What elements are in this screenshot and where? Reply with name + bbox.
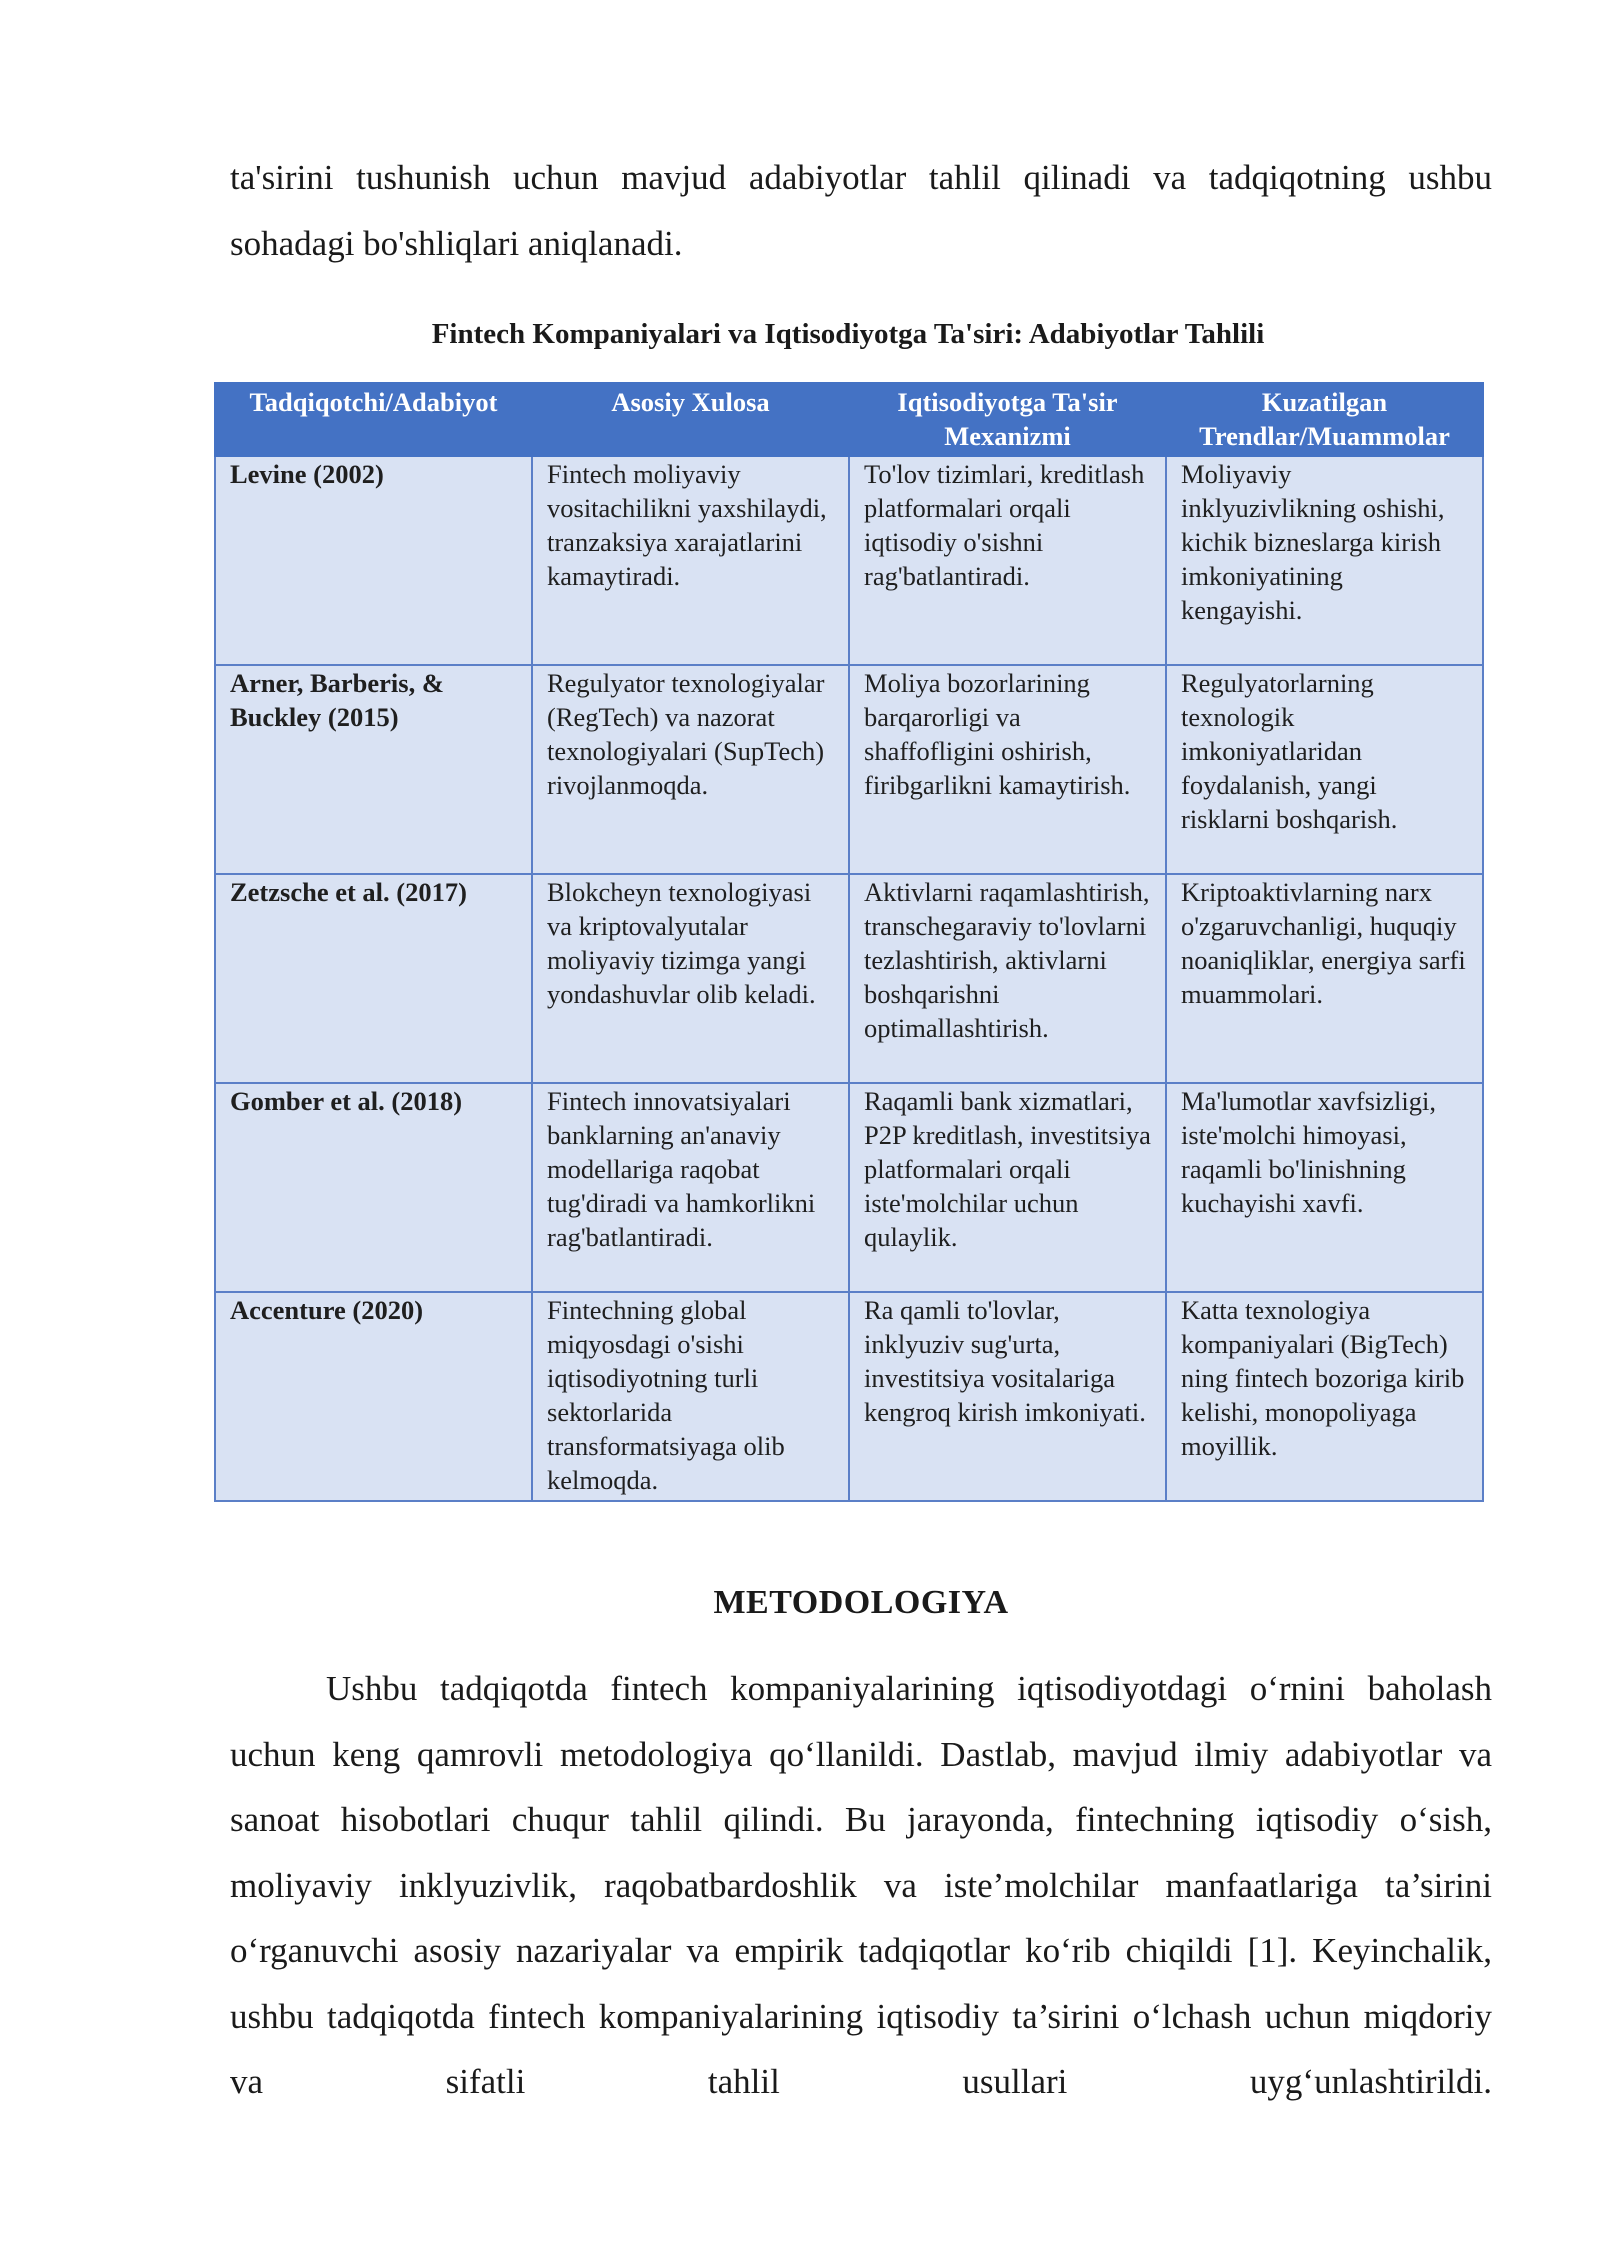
methodology-paragraph: Ushbu tadqiqotda fintech kompaniyalarining iqtisodiyotdagi o‘rnini baholash uchun keng qamrovli metodologiya qo‘llanildi. Dastlab, mavjud ilmiy adabiyotlar va sanoat hisobotlari chuqur tahlil qilindi. Bu jarayonda, fintechning iqtisodiy o‘sish, moliyaviy inklyuzivlik, raqobatbardoshlik va iste’molchilar manfaatlariga ta’sirini o‘rganuvchi asosiy nazariyalar va empirik tadqiqotlar ko‘rib chiqildi [1]. Keyinchalik, ushbu tadqiqotda fintech kompaniyalarining iqtisodiy ta’sirini o‘lchash uchun miqdoriy va sifatli tahlil usullari uyg‘unlashtirildi. — [230, 1669, 1492, 2101]
cell-trends-problems: Ma'lumotlar xavfsizligi, iste'molchi himoyasi, raqamli bo'linishning kuchayishi xavfi. — [1166, 1083, 1483, 1292]
cell-main-conclusion: Regulyator texnologiyalar (RegTech) va nazorat texnologiyalari (SupTech) rivojlanmoqda. — [532, 665, 849, 874]
cell-main-conclusion: Fintechning global miqyosdagi o'sishi iqtisodiyotning turli sektorlarida transformatsiyaga olib kelmoqda. — [532, 1292, 849, 1501]
cell-trends-problems: Kriptoaktivlarning narx o'zgaruvchanligi, huquqiy noaniqliklar, energiya sarfi muammolari. — [1166, 874, 1483, 1083]
cell-researcher: Arner, Barberis, & Buckley (2015) — [215, 665, 532, 874]
cell-trends-problems: Katta texnologiya kompaniyalari (BigTech) ning fintech bozoriga kirib kelishi, monopoliyaga moyillik. — [1166, 1292, 1483, 1501]
table-header-row — [215, 383, 1483, 456]
header-trends-problems: Kuzatilgan Trendlar/Muammolar — [1166, 383, 1483, 456]
intro-paragraph: ta'sirini tushunish uchun mavjud adabiyotlar tahlil qilinadi va tadqiqotning ushbu sohadagi bo'shliqlari aniqlanadi. — [230, 158, 1492, 263]
cell-main-conclusion: Fintech moliyaviy vositachilikni yaxshilaydi, tranzaksiya xarajatlarini kamaytiradi. — [532, 456, 849, 665]
header-researcher: Tadqiqotchi/Adabiyot — [215, 383, 532, 456]
table-row — [215, 665, 1483, 874]
cell-main-conclusion: Fintech innovatsiyalari banklarning an'anaviy modellariga raqobat tug'diradi va hamkorlikni rag'batlantiradi. — [532, 1083, 849, 1292]
cell-trends-problems: Moliyaviy inklyuzivlikning oshishi, kichik bizneslarga kirish imkoniyatining kengayishi. — [1166, 456, 1483, 665]
literature-table — [214, 382, 1484, 1502]
cell-researcher: Levine (2002) — [215, 456, 532, 665]
cell-main-conclusion: Blokcheyn texnologiyasi va kriptovalyutalar moliyaviy tizimga yangi yondashuvlar olib keladi. — [532, 874, 849, 1083]
cell-researcher: Accenture (2020) — [215, 1292, 532, 1501]
table-title: Fintech Kompaniyalari va Iqtisodiyotga Ta'siri: Adabiyotlar Tahlili — [431, 318, 1265, 350]
cell-impact-mechanism: Aktivlarni raqamlashtirish, transchegaraviy to'lovlarni tezlashtirish, aktivlarni boshqarishni optimallashtirish. — [849, 874, 1166, 1083]
cell-impact-mechanism: Moliya bozorlarining barqarorligi va shaffofligini oshirish, firibgarlikni kamaytirish. — [849, 665, 1166, 874]
table-row — [215, 1292, 1483, 1501]
table-row — [215, 456, 1483, 665]
table-row — [215, 874, 1483, 1083]
cell-impact-mechanism: Ra qamli to'lovlar, inklyuziv sug'urta, investitsiya vositalariga kengroq kirish imkoniyati. — [849, 1292, 1166, 1501]
header-main-conclusion: Asosiy Xulosa — [532, 383, 849, 456]
cell-researcher: Gomber et al. (2018) — [215, 1083, 532, 1292]
header-impact-mechanism: Iqtisodiyotga Ta'sir Mexanizmi — [849, 383, 1166, 456]
section-heading: METODOLOGIYA — [713, 1584, 1009, 1621]
table-row — [215, 1083, 1483, 1292]
cell-impact-mechanism: To'lov tizimlari, kreditlash platformalari orqali iqtisodiy o'sishni rag'batlantiradi. — [849, 456, 1166, 665]
cell-impact-mechanism: Raqamli bank xizmatlari, P2P kreditlash, investitsiya platformalari orqali iste'molchilar uchun qulaylik. — [849, 1083, 1166, 1292]
cell-trends-problems: Regulyatorlarning texnologik imkoniyatlaridan foydalanish, yangi risklarni boshqarish. — [1166, 665, 1483, 874]
cell-researcher: Zetzsche et al. (2017) — [215, 874, 532, 1083]
